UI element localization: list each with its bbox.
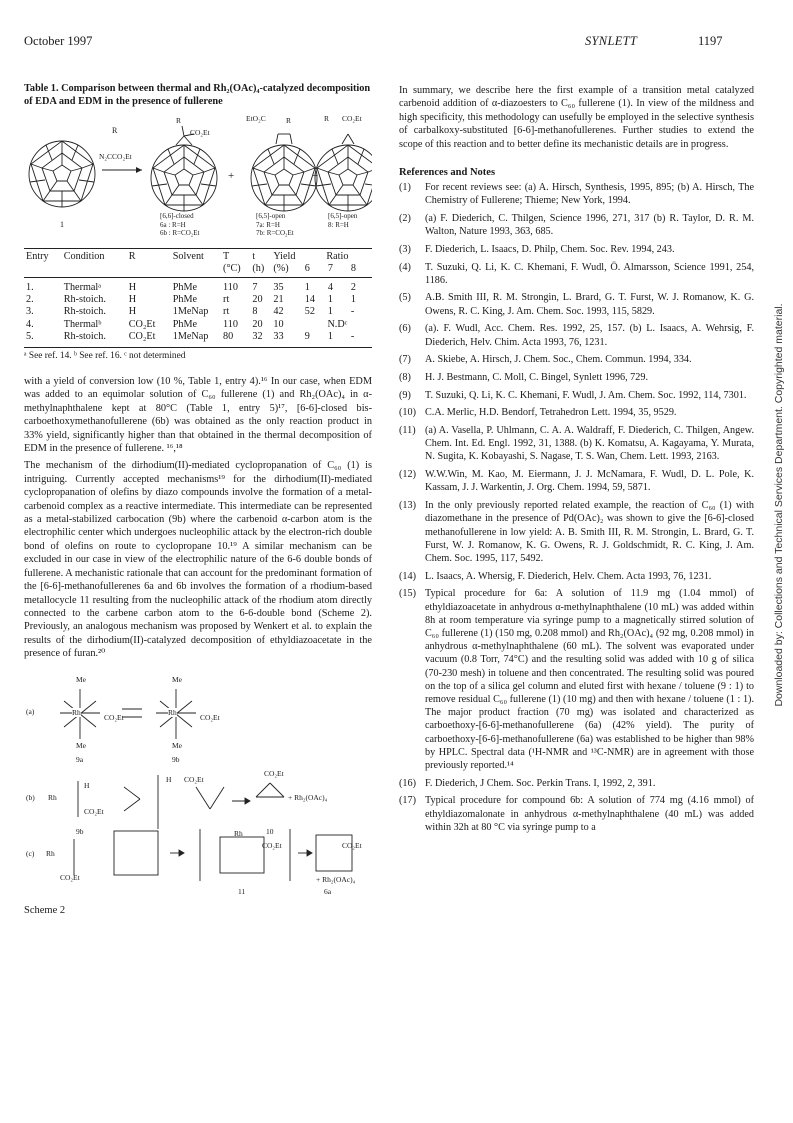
reference-text: T. Suzuki, Q. Li, K. C. Khemani, F. Wudl, Ö. Almarsson, Science 1991, 254, 1186.	[425, 261, 754, 286]
6-co2et-label: CO₂Et	[190, 128, 210, 137]
reference-number: (15)	[399, 588, 416, 600]
table-row: 5. Rh-stoich. CO₂Et 1MeNap 80 32 33 9 1 -	[24, 331, 372, 348]
compound-10-label: 10	[266, 826, 274, 836]
reference-text: H. J. Bestmann, C. Moll, C. Bingel, Synlett 1996, 729.	[425, 371, 649, 383]
reference-number: (7)	[399, 354, 411, 366]
reference-number: (16)	[399, 777, 416, 789]
header-journal: SYNLETT	[585, 34, 638, 48]
compound-6-label: [6,6]-closed 6a : R=H 6b : R=CO₂Et	[160, 212, 200, 237]
reference-item	[399, 424, 754, 464]
reference-text: (a) A. Vasella, P. Uhlmann, C. A. A. Waldraff, F. Diederich, C. Thilgen, Angew. Chem. Int. Ed. Engl. 1992, 31, 1388. (b) K. Komatsu, A. Kagayama, Y. Murata, N. Sugita, K. Kobayashi, S. Nagase, T. S. Wan, Chem. Lett. 1993, 2163.	[425, 425, 754, 463]
reference-text: For recent reviews see: (a) A. Hirsch, Synthesis, 1995, 895; (b) A. Hirsch, The Chemistry of Fullerene; Thieme; New York, 1994.	[425, 182, 754, 207]
reference-number: (6)	[399, 323, 411, 335]
reagent-r-label: R	[112, 126, 118, 135]
6-r-label: R	[176, 116, 182, 125]
table-scheme	[24, 112, 372, 246]
table-row: 1. Thermalᵃ H PhMe 110 7 35 1 4 2	[26, 282, 356, 293]
co2et-label: CO₂Et	[342, 840, 362, 850]
reference-item	[399, 794, 754, 834]
reference-item	[399, 777, 754, 790]
co2et-label: CO₂Et	[104, 712, 124, 722]
plus-sign-2: +	[312, 170, 319, 182]
table-row: 2. Rh-stoich. H PhMe rt 20 21 14 1 1	[26, 294, 356, 306]
rh-label: Rh	[168, 707, 177, 717]
7-r-label: R	[286, 116, 292, 125]
reference-text: Typical procedure for 6a: A solution of 11.9 mg (1.04 mmol) of ethyldiazoacetate in anhydrous α-methylnaphthalene (10 mL) was added within 8h at room temperature via syringe pump to a magnetically stirred solution of C₆₀ fullerene (1) (150 mg, 0.208 mmol) and Rh₂(OAc)₄ (92 mg, 0.208 mmol) in anhydrous α-methylnaphthalene (60 mL). The solvent was evaporated under vacuum (0.8 Torr, 74°C) and the resulting solid was added with 10 g of silica (70-230 mesh) in toluene and then concentrated. The resulting solid was poured on the top of a silica gel column and eluted first with hexane / toluene (9 : 1) to remove residual C₆₀ fullerene (1) (10 mg) and then with hexane / toluene (1 : 1). The major product fraction (70 mg) was isolated and characterized as carboethoxy-[6-6]-methanofullerene (6a) (42% yield). The purity of carboethoxy-[6-6]-methanofullerene (6a) was established to be higher than 98% by HPLC. Spectral data (¹H-NMR and ¹³C-NMR) are in agreement with those previously reported.¹⁴	[425, 588, 754, 771]
co2et-label: CO₂Et	[184, 774, 204, 784]
compound-9b-label: 9b	[76, 826, 84, 836]
references-list	[399, 181, 754, 834]
reference-number: (13)	[399, 500, 416, 512]
scheme-2-caption: Scheme 2	[24, 904, 66, 916]
reference-number: (17)	[399, 795, 416, 807]
rh2oac4-label: + Rh₂(OAc)₄	[316, 874, 356, 884]
8-co2et-label: CO₂Et	[342, 114, 362, 123]
reference-item	[399, 322, 754, 348]
summary-paragraph: In summary, we describe here the first example of a transition metal catalyzed carbenoid addition of α-diazoesters to C₆₀ fullerene (1). In view of the mildness and high specificity, this methodology can usefully be employed in the selective synthesis of carbalkoxy-substituted [6-6]-methanofullerenes. Further studies to extend the scope of this reaction and to better define its mechanistic details are in progress.	[399, 85, 754, 150]
compound-8-label: [6,5]-open 8: R=H	[328, 212, 358, 229]
co2et-label: CO₂Et	[262, 840, 282, 850]
scheme-2-drawing	[24, 669, 372, 901]
scheme-2-figure	[24, 669, 372, 901]
me-label: Me	[172, 674, 182, 684]
rh2oac4-label: + Rh₂(OAc)₄	[288, 792, 328, 802]
7-eto2c-label: EtO₂C	[246, 114, 266, 123]
reference-number: (10)	[399, 407, 416, 419]
reference-number: (1)	[399, 182, 411, 194]
reference-item	[399, 468, 754, 494]
compound-9a-label: 9a	[76, 754, 84, 764]
co2et-label: CO₂Et	[84, 806, 104, 816]
reference-item	[399, 371, 754, 384]
co2et-label: CO₂Et	[264, 768, 284, 778]
reference-text: A. Skiebe, A. Hirsch, J. Chem. Soc., Chem. Commun. 1994, 334.	[425, 354, 692, 366]
body-paragraph: with a yield of conversion low (10 %, Table 1, entry 4).¹⁶ In our case, when EDM was added to an equimolar solution of C₆₀ fullerene (1) and Rh₂(OAc)₄ in α-methylnaphthalene kept at 80°C (Table 1, entry 5)¹⁷, [6-6]-closed bis-carboethoxymethanofullerene (6b) was obtained as the only reaction product in 33% yield, significantly higher than that obtained in the thermal decomposition of EDM in the presence of fullerene. ¹⁶,¹⁸	[24, 376, 372, 455]
reference-text: F. Diederich, J Chem. Soc. Perkin Trans. I, 1992, 2, 391.	[425, 777, 656, 789]
reference-item	[399, 406, 754, 419]
reference-text: (a). F. Wudl, Acc. Chem. Res. 1992, 25, 157. (b) L. Isaacs, A. Wehrsig, F. Diederich, Helv. Chim. Acta 1993, 76, 1231.	[425, 323, 754, 348]
rh-label: Rh	[234, 828, 243, 838]
reference-number: (11)	[399, 425, 416, 437]
compound-11-label: 11	[238, 886, 246, 896]
scheme-row-b-label: (b)	[26, 792, 35, 802]
reference-item	[399, 181, 754, 207]
reference-number: (8)	[399, 371, 411, 383]
reference-text: L. Isaacs, A. Whersig, F. Diederich, Helv. Chem. Acta 1993, 76, 1231.	[425, 570, 712, 582]
reference-item	[399, 261, 754, 287]
reference-text: W.W.Win, M. Kao, M. Eiermann, J. J. McNamara, F. Wudl, D. L. Pole, K. Kassam, J. J. Warkentin, J. Org. Chem. 1994, 59, 5871.	[425, 469, 754, 494]
header-date: October 1997	[24, 34, 93, 48]
comparison-table	[24, 248, 372, 348]
reference-text: Typical procedure for compound 6b: A solution of 774 mg (4.16 mmol) of ethyldiazomalonate in anhydrous α-methylnaphthalene (40 mL) was added within 32h at 80 °C via syringe pump to a	[425, 795, 754, 833]
rh-label: Rh	[46, 848, 55, 858]
8-r-label: R	[324, 114, 330, 123]
table-header-row: Entry Condition R Solvent T t Yield Ratio	[24, 249, 372, 264]
reference-item	[399, 353, 754, 366]
compound-7-label: [6,5]-open 7a: R=H 7b: R=CO₂Et	[256, 212, 294, 237]
reference-item	[399, 587, 754, 772]
reference-item	[399, 212, 754, 238]
table-row: 3. Rh-stoich. H 1MeNap rt 8 42 52 1 -	[26, 306, 355, 318]
reference-item	[399, 570, 754, 583]
scheme-row-a-label: (a)	[26, 706, 35, 716]
h-label: H	[166, 774, 172, 784]
me-label: Me	[76, 740, 86, 750]
reference-text: C.A. Merlic, H.D. Bendorf, Tetrahedron Lett. 1994, 35, 9529.	[425, 407, 677, 419]
compound-6a-label: 6a	[324, 886, 332, 896]
reference-text: A.B. Smith III, R. M. Strongin, L. Brard, G. T. Furst, W. J. Romanow, K. G. Owens, R. C. King, J. Am. Chem. Soc. 1993, 115, 5829.	[425, 292, 754, 317]
reference-number: (9)	[399, 389, 411, 401]
compound-1-label: 1	[60, 220, 64, 229]
reference-text: F. Diederich, L. Isaacs, D. Philp, Chem. Soc. Rev. 1994, 243.	[425, 243, 675, 255]
reference-item	[399, 499, 754, 565]
table-footnote: ᵃ See ref. 14. ᵇ See ref. 16. ᶜ not determined	[24, 351, 186, 362]
reference-text: (a) F. Diederich, C. Thilgen, Science 1996, 271, 317 (b) R. Taylor, D. R. M. Walton, Nature 1993, 363, 685.	[425, 212, 754, 238]
reference-item	[399, 389, 754, 402]
reference-text: In the only previously reported related example, the reaction of C₆₀ (1) with diazomethane in the presence of Pd(OAc)₂ was shown to give the [6-6]-closed methanofullerene in low yield: A. B. Smith III, R. M. Strongin, L. Brard, G. T. Furst, W. J. Romanow, K. G. Owens, R. J. Goldschmidt, R. C. King, J. Am. Chem. Soc. 1995, 117, 5492.	[425, 500, 754, 564]
table-subheader-row: (°C) (h) (%) 6 7 8	[24, 263, 372, 278]
me-label: Me	[172, 740, 182, 750]
h-label: H	[84, 780, 90, 790]
reference-number: (12)	[399, 469, 416, 481]
rh-label: Rh	[48, 792, 57, 802]
reference-number: (2)	[399, 212, 411, 224]
right-column	[399, 84, 754, 838]
reference-number: (4)	[399, 261, 411, 273]
reference-text: T. Suzuki, Q. Li, K. C. Khemani, F. Wudl, J. Am. Chem. Soc. 1992, 114, 7301.	[425, 389, 747, 401]
left-column	[24, 82, 372, 916]
plus-sign: +	[228, 170, 235, 182]
me-label: Me	[76, 674, 86, 684]
reference-number: (3)	[399, 243, 411, 255]
reference-item	[399, 243, 754, 256]
rh-label: Rh	[72, 707, 81, 717]
reagent-label: N₂CCO₂Et	[99, 152, 132, 161]
co2et-label: CO₂Et	[60, 872, 80, 882]
compound-9b-label: 9b	[172, 754, 180, 764]
reference-item	[399, 291, 754, 317]
header-page-number: 1197	[698, 34, 723, 48]
references-title: References and Notes	[399, 167, 496, 179]
scheme-row-c-label: (c)	[26, 848, 35, 858]
reference-number: (14)	[399, 570, 416, 582]
co2et-label: CO₂Et	[200, 712, 220, 722]
reference-number: (5)	[399, 292, 411, 304]
table-caption: Table 1. Comparison between thermal and Rh₂(OAc)₄-catalyzed decomposition of EDA and EDM in the presence of fullerene	[24, 83, 371, 107]
body-paragraph: The mechanism of the dirhodium(II)-mediated cyclopropanation of C₆₀ (1) is intriguing. Currently accepted mechanisms¹⁹ for the dirhodium(II)-mediated cyclopropanation of olefins by diazo compounds involve the formation of a metal-carbenoid complex as a reactive intermediate. This intermediate can be represented as a metal-stabilized carbocation (9b) where the carbenoid α-carbon atom is the electrophilic center which undergoes nucleophilic attack by the electron-rich double bond of olefins on route to cyclopropane 10.¹⁹ A similar mechanism can be excluded in our case in view of the electrophilic nature of the 6-6 double bonds of fullerene. A mechanistic rationale that can account for the predominant formation of the [6-6]-methanofullerenes 6a and 6b involves the formation of a rhodium-based metallocycle 11 resulting from the nucleophilic attack of the rhodium atom directly connected to the carbene carbon atom to the 6-6-double bond (Scheme 2). Previously, an analogous mechanism was proposed by Wenkert et al. to explain the results of the dirhodium(II)-catalyzed decomposition of ethyldiazoacetate in the presence of furan.²⁰	[24, 460, 372, 660]
table-row: 4. Thermalᵇ CO₂Et PhMe 110 20 10 N.Dᶜ	[26, 318, 348, 330]
sidebar-notice: Downloaded by: Collections and Technical Services Department. Copyrighted material.	[773, 303, 785, 707]
